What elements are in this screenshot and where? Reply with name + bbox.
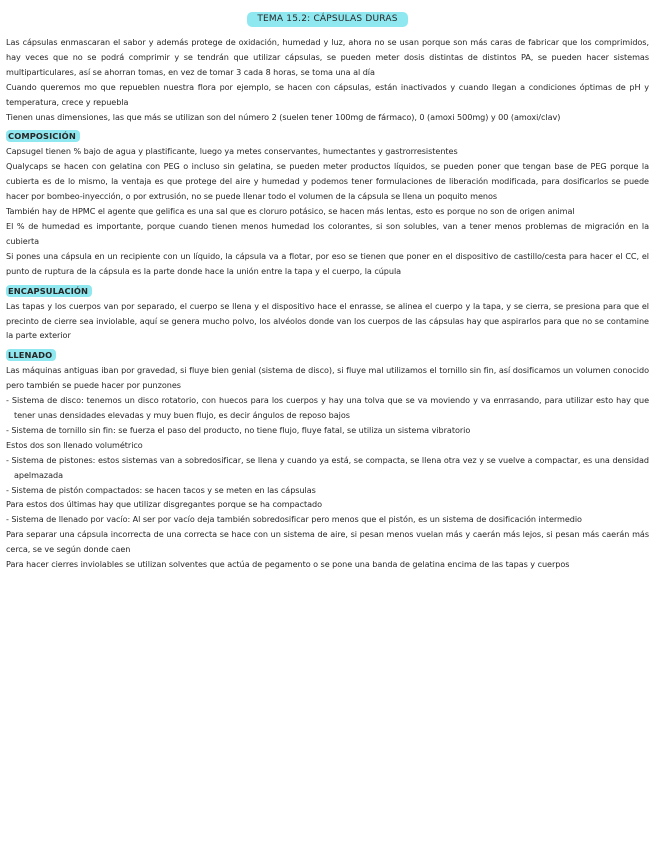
paragraph: Tienen unas dimensiones, las que más se utilizan son del número 2 (suelen tener 100mg de fármaco), 0 (amoxi 500mg) y 00 (amoxi/clav) (6, 111, 561, 122)
paragraph: Las máquinas antiguas iban por gravedad, si fluye bien genial (sistema de disco), si fluye mal utilizamos el tornillo sin fin, así dosificamos un volumen conocido pero también se puede hacer por punzones (6, 365, 649, 391)
paragraph: Capsugel tienen % bajo de agua y plastificante, luego ya metes conservantes, humectantes y gastrorresistentes (6, 146, 458, 157)
section-heading: COMPOSICIÓN (6, 130, 80, 142)
bullet-item: - Sistema de pistones: estos sistemas van a sobredosificar, se llena y cuando ya está, se compacta, se llena otra vez y se vuelve a compactar, es una densidad apelmazada (6, 454, 649, 480)
paragraph: Qualycaps se hacen con gelatina con PEG o incluso sin gelatina, se pueden meter productos líquidos, se pueden poner que tengan base de PEG porque la cubierta es de lo mismo, la ventaja es que protege del aire y humedad y podemos tener formulaciones de liberación modificada, para dosificarlos se puede hacer por bombeo-inyección, o por extrusión, no se puede llenar todo el volumen de la cápsula se llena un poquito menos (6, 161, 649, 202)
paragraph: Las tapas y los cuerpos van por separado, el cuerpo se llena y el dispositivo hace el enrasse, se alinea el cuerpo y la tapa, y se cierra, se presiona para que el precinto de cierre sea inviolable, aquí se genera mucho polvo, los alvéolos donde van los cuerpos de las cápsulas hay que aspirarlos para que no se contamine la parte exterior (6, 300, 649, 341)
paragraph: Cuando queremos mo que repueblen nuestra flora por ejemplo, se hacen con cápsulas, están inactivados y cuando llegan a condiciones óptimas de pH y temperatura, crece y repuebla (6, 81, 649, 107)
section-heading-row (6, 279, 649, 299)
title-row (6, 6, 649, 27)
paragraph: El % de humedad es importante, porque cuando tienen menos humedad los colorantes, si son solubles, van a tener menos problemas de migración en la cubierta (6, 220, 649, 246)
paragraph: Para separar una cápsula incorrecta de una correcta se hace con un sistema de aire, si pesan menos vuelan más y caerán más lejos, si pesan más caerán más cerca, se ve según donde caen (6, 529, 649, 555)
page-title: TEMA 15.2: CÁPSULAS DURAS (247, 12, 407, 27)
section-heading: ENCAPSULACIÓN (6, 285, 92, 297)
section-heading: LLENADO (6, 349, 56, 361)
paragraph: Estos dos son llenado volumétrico (6, 439, 143, 450)
bullet-item: - Sistema de llenado por vacío: Al ser por vacío deja también sobredosificar pero menos que el pistón, es un sistema de dosificación intermedio (6, 514, 582, 525)
bullet-item: - Sistema de disco: tenemos un disco rotatorio, con huecos para los cuerpos y hay una tolva que se va moviendo y va enrrasando, para utilizar esto hay que tener unas densidades elevadas y muy buen flujo, es decir ángulos de reposo bajos (6, 395, 649, 421)
paragraph: Para hacer cierres inviolables se utilizan solventes que actúa de pegamento o se pone una banda de gelatina encima de las tapas y cuerpos (6, 559, 570, 570)
bullet-item: - Sistema de tornillo sin fin: se fuerza el paso del producto, no tiene flujo, fluye fatal, se utiliza un sistema vibratorio (6, 424, 471, 435)
paragraph: Si pones una cápsula en un recipiente con un líquido, la cápsula va a flotar, por eso se tienen que poner en el dispositivo de castillo/cesta para hacer el CC, el punto de ruptura de la cápsula es la parte donde hace la unión entre la tapa y el cuerpo, la cúpula (6, 250, 649, 276)
paragraph: También hay de HPMC el agente que gelifica es una sal que es cloruro potásico, se hacen más lentas, esto es porque no son de origen animal (6, 206, 575, 217)
paragraph: Para estos dos últimas hay que utilizar disgregantes porque se ha compactado (6, 499, 323, 510)
bullet-item: - Sistema de pistón compactados: se hacen tacos y se meten en las cápsulas (6, 484, 316, 495)
notes-body (6, 35, 649, 572)
section-heading-row (6, 124, 649, 144)
paragraph: Las cápsulas enmascaran el sabor y además protege de oxidación, humedad y luz, ahora no se usan porque son más caras de fabricar que los comprimidos, hay veces que no se podrá comprimir y se tendrán que utilizar cápsulas, se pueden meter dosis distintas de distintos PA, se pueden hacer sistemas multiparticulares, así se ahorran tomas, en vez de tomar 3 cada 8 horas, se toma una al día (6, 37, 649, 77)
section-heading-row (6, 343, 649, 363)
